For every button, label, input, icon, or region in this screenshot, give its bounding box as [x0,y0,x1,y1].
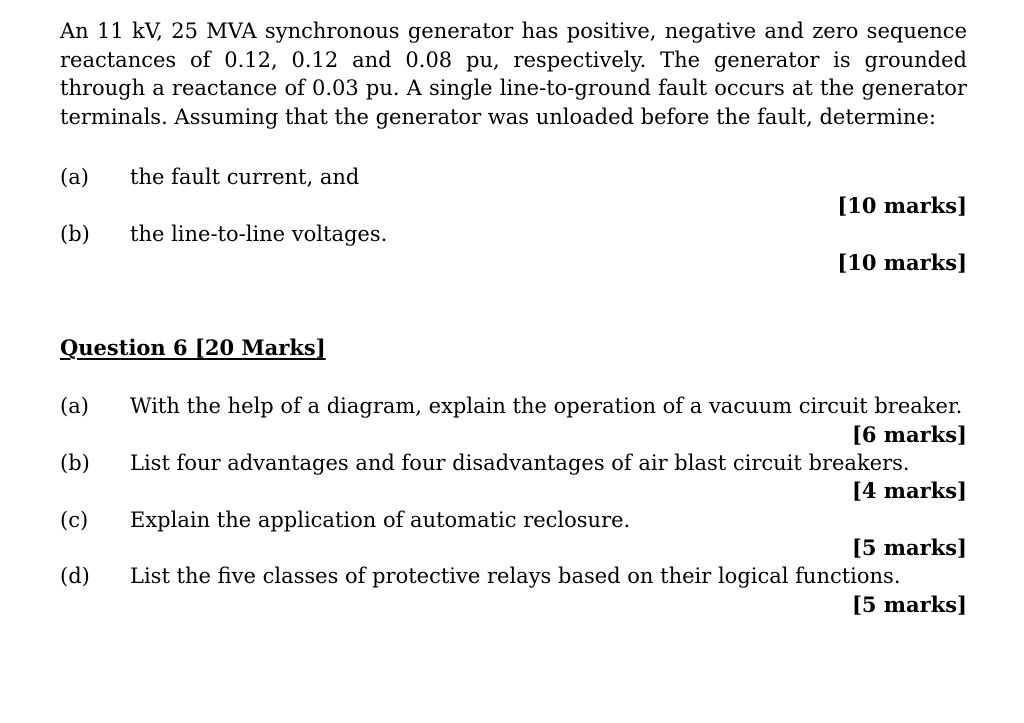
part-label: (a) [60,394,89,418]
q6-part-b-marks: [4 marks] [851,478,967,503]
q5-part-b-marks: [10 marks] [837,250,967,275]
part-text: the line-to-line voltages. [130,222,388,246]
part-label: (b) [60,451,90,475]
q6-part-d-marks: [5 marks] [851,592,967,617]
part-text: List the five classes of protective relays based on their logical functions. [130,564,901,588]
part-label: (a) [60,165,89,189]
q6-part-a-marks: [6 marks] [851,422,967,447]
question-6-heading: Question 6 [20 Marks] [60,335,326,360]
part-text: the fault current, and [130,165,360,189]
part-label: (d) [60,564,90,588]
q5-part-a-marks: [10 marks] [837,193,967,218]
part-text: With the help of a diagram, explain the operation of a vacuum circuit breaker. [130,394,963,418]
part-text: Explain the application of automatic reclosure. [130,508,631,532]
part-text: List four advantages and four disadvantages of air blast circuit breakers. [130,451,910,475]
part-label: (b) [60,222,90,246]
q6-part-c-marks: [5 marks] [851,535,967,560]
part-label: (c) [60,508,89,532]
question-5-intro: An 11 kV, 25 MVA synchronous generator has positive, negative and zero sequence reactances of 0.12, 0.12 and 0.08 pu, respectively. The generator is grounded through a reactance of 0.03 pu. A single line-to-ground fault occurs at the generator terminals. Assuming that the generator was unloaded before the fault, determine: [60,19,967,129]
